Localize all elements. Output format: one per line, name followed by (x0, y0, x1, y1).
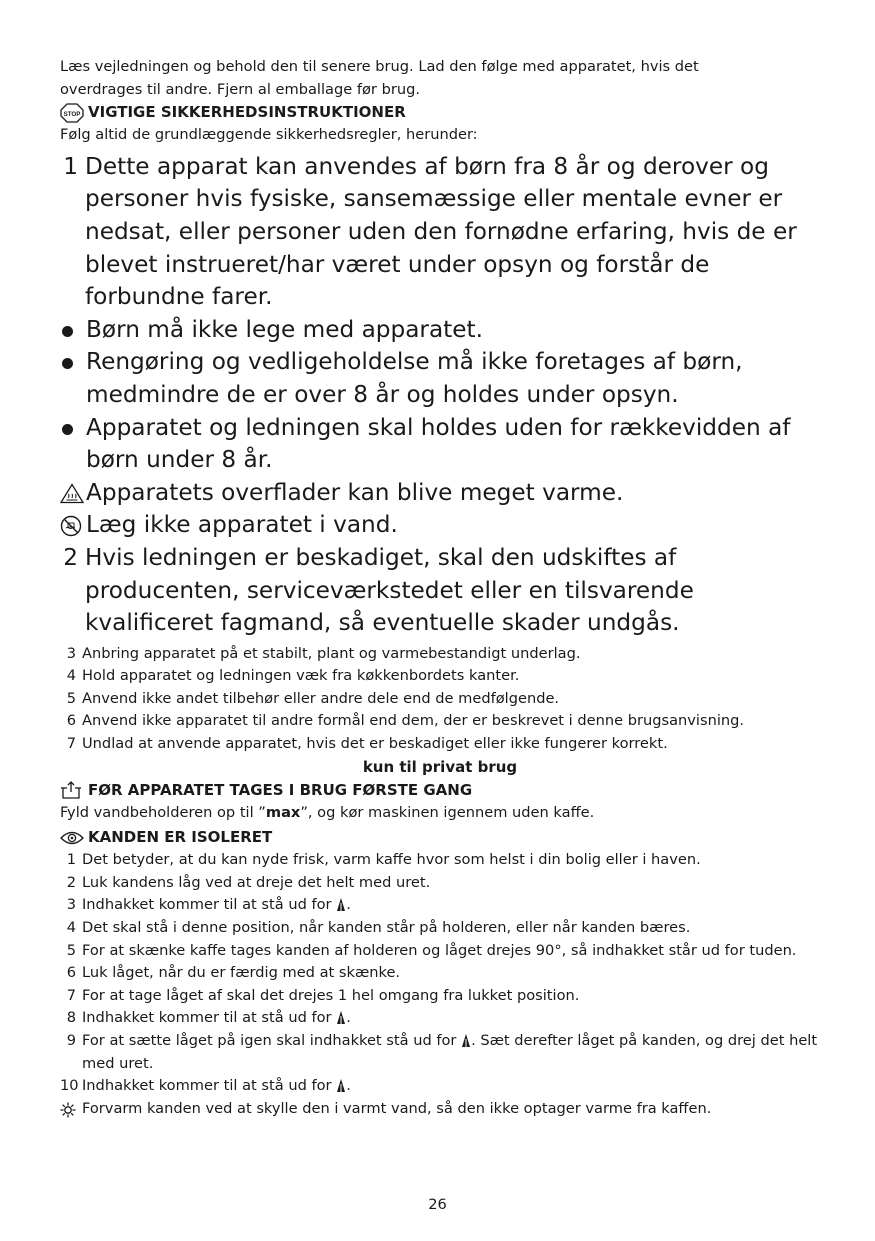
first-use-heading (60, 779, 820, 802)
item-number: 2 (63, 543, 78, 571)
safety-no-water (60, 509, 820, 542)
item-text: Dette apparat kan anvendes af børn fra 8 år og derover og personer hvis fysiske, sansemæssige eller mentale evner er nedsat, eller personer uden den fornødne erfaring, hvis de er blevet instrueret/har været under opsyn og forstår de forbundne farer. (85, 152, 797, 311)
list-item: 6 Luk låget, når du er færdig med at skænke. (66, 964, 401, 982)
item-text: Hvis ledningen er beskadiget, skal den udskiftes af producenten, serviceværkstedet eller en tilsvarende kvalificeret fagmand, så eventuelle skader undgås. (85, 543, 694, 637)
svg-text:STOP: STOP (63, 110, 81, 118)
list-item: 4 Det skal stå i denne position, når kanden står på holderen, eller når kanden bæres. (66, 919, 691, 937)
safety-item-2 (60, 542, 820, 640)
list-item: 3 Indhakket kommer til at stå ud for . (66, 896, 351, 914)
notch-icon (337, 1011, 345, 1024)
item-text: Læg ikke apparatet i vand. (86, 511, 398, 539)
item-text: Apparatets overflader kan blive meget varme. (86, 478, 624, 506)
intro-text (60, 56, 820, 101)
list-item: 4 Hold apparatet og ledningen væk fra køkkenbordets kanter. (66, 667, 520, 685)
big-safety-list (60, 151, 820, 640)
tip-item (60, 1098, 820, 1121)
tip-text: Forvarm kanden ved at skylle den i varmt vand, så den ikke optager varme fra kaffen. (82, 1099, 712, 1117)
jug-list (60, 849, 820, 1120)
item-text: Apparatet og ledningen skal holdes uden for rækkevidden af børn under 8 år. (86, 413, 791, 474)
first-use-icon (60, 780, 88, 800)
list-item: 2 Luk kandens låg ved at dreje det helt med uret. (66, 873, 431, 891)
list-item: 5 Anvend ikke andet tilbehør eller andre dele end de medfølgende. (66, 689, 560, 707)
bullet-icon (62, 424, 73, 435)
safety-bullet-3 (60, 412, 820, 477)
max-label: max (265, 803, 301, 821)
notch-icon (337, 898, 345, 911)
list-item: 5 For at skænke kaffe tages kanden af holderen og låget drejes 90°, så indhakket står ud for tuden. (66, 941, 797, 959)
stop-icon (60, 103, 88, 123)
list-item: 6 Anvend ikke apparatet til andre formål end dem, der er beskrevet i denne brugsanvisning. (66, 712, 745, 730)
list-item: 1 Det betyder, at du kan nyde frisk, varm kaffe hvor som helst i din bolig eller i haven. (66, 851, 701, 869)
intro-line-2: overdrages til andre. Fjern al emballage før brug. (60, 80, 420, 98)
bullet-icon (62, 358, 73, 369)
safety-item-1 (60, 151, 820, 314)
notch-icon (337, 1079, 345, 1092)
page-number: 26 (428, 1196, 447, 1213)
jug-title: KANDEN ER ISOLERET (88, 828, 273, 847)
item-number: 1 (63, 152, 78, 180)
list-item: 10 Indhakket kommer til at stå ud for . (60, 1077, 351, 1095)
safety-subtitle: Følg altid de grundlæggende sikkerhedsregler, herunder: (60, 126, 478, 144)
list-item: 9 For at sætte låget på igen skal indhakket stå ud for . Sæt derefter låget på kanden, og drej det helt med uret. (66, 1032, 818, 1072)
manual-page (60, 56, 820, 1120)
list-item: 7 For at tage låget af skal det drejes 1 hel omgang fra lukket position. (66, 986, 580, 1004)
first-use-title: FØR APPARATET TAGES I BRUG FØRSTE GANG (88, 780, 473, 799)
item-text: Rengøring og vedligeholdelse må ikke foretages af børn, medmindre de er over 8 år og holdes under opsyn. (86, 348, 743, 408)
list-item: 3 Anbring apparatet på et stabilt, plant og varmebestandigt underlag. (66, 644, 581, 662)
safety-heading (60, 101, 820, 124)
small-safety-list (60, 643, 820, 756)
safety-title: VIGTIGE SIKKERHEDSINSTRUKTIONER (88, 103, 406, 122)
intro-line-1: Læs vejledningen og behold den til senere brug. Lad den følge med apparatet, hvis det (60, 58, 699, 75)
hot-surface-icon (60, 483, 84, 504)
sun-icon (60, 1102, 76, 1118)
jug-heading (60, 826, 820, 849)
list-item: 8 Indhakket kommer til at stå ud for . (66, 1009, 351, 1027)
item-text: Børn må ikke lege med apparatet. (86, 315, 483, 343)
safety-bullet-2 (60, 346, 820, 411)
safety-bullet-1 (60, 314, 820, 347)
bullet-icon (62, 326, 73, 337)
no-water-icon (60, 515, 84, 537)
list-item: 7 Undlad at anvende apparatet, hvis det er beskadiget eller ikke fungerer korrekt. (66, 735, 668, 753)
safety-hot-surface (60, 477, 820, 510)
first-use-text: Fyld vandbeholderen op til ”max”, og kør maskinen igennem uden kaffe. (60, 803, 595, 821)
eye-icon (60, 828, 88, 848)
notch-icon (462, 1034, 470, 1047)
private-use-note: kun til privat brug (362, 757, 518, 776)
